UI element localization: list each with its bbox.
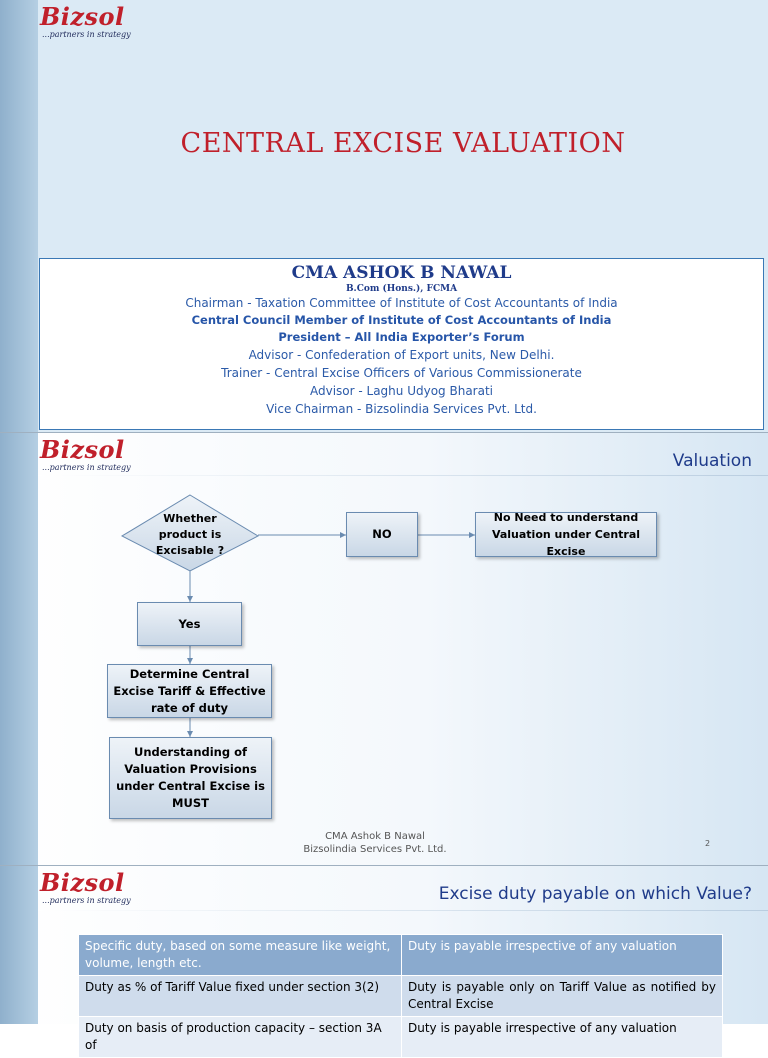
slide-left-bar [0, 866, 38, 1024]
table-cell: Duty as % of Tariff Value fixed under section 3(2) [79, 976, 402, 1017]
flow-no-result-box: No Need to understand Valuation under Central Excise [475, 512, 657, 557]
bizsol-logo [40, 4, 150, 50]
title-slide [0, 0, 768, 432]
author-role: Chairman - Taxation Committee of Institute of Cost Accountants of India [185, 296, 618, 310]
table-cell: Duty is payable irrespective of any valuation [402, 1017, 723, 1058]
logo-name: Bizsol [40, 435, 125, 464]
footer-author: CMA Ashok B Nawal [325, 831, 425, 842]
page-number: 2 [704, 839, 711, 848]
table-row [79, 1017, 723, 1058]
flow-valuation-must-box: Understanding of Valuation Provisions under Central Excise is MUST [109, 737, 272, 819]
author-role: Vice Chairman - Bizsolindia Services Pvt. Ltd. [266, 402, 537, 416]
logo-tagline: ...partners in strategy [42, 30, 131, 39]
heading-underline [38, 910, 768, 911]
slide-left-bar [0, 0, 38, 432]
flow-no-box: NO [346, 512, 418, 557]
author-role: President – All India Exporter’s Forum [278, 330, 525, 344]
table-row [79, 935, 723, 976]
slide-heading: Valuation [672, 451, 752, 471]
valuation-flowchart-slide [0, 433, 768, 865]
author-role: Advisor - Confederation of Export units, New Delhi. [248, 348, 555, 362]
author-role: Trainer - Central Excise Officers of Various Commissionerate [221, 366, 582, 380]
logo-name: Bizsol [40, 868, 125, 897]
table-cell: Duty is payable irrespective of any valuation [402, 935, 723, 976]
slide-footer [280, 830, 470, 856]
author-role: Advisor - Laghu Udyog Bharati [309, 384, 493, 398]
table-cell: Duty on basis of production capacity – section 3A of [79, 1017, 402, 1058]
table-cell: Specific duty, based on some measure like weight, volume, length etc. [79, 935, 402, 976]
author-qualifications: B.Com (Hons.), FCMA [345, 284, 458, 294]
duty-basis-table [78, 934, 723, 1058]
flow-determine-tariff-box: Determine Central Excise Tariff & Effective rate of duty [107, 664, 272, 718]
flow-decision-text: Whether product is Excisable ? [155, 512, 225, 557]
author-role: Central Council Member of Institute of Cost Accountants of India [191, 313, 612, 327]
table-cell: Duty is payable only on Tariff Value as notified by Central Excise [402, 976, 723, 1017]
logo-name: Bizsol [40, 2, 125, 31]
logo-tagline: ...partners in strategy [42, 896, 131, 905]
duty-value-slide [0, 866, 768, 1052]
footer-company: Bizsolindia Services Pvt. Ltd. [303, 844, 447, 855]
flow-yes-box: Yes [137, 602, 242, 646]
logo-tagline: ...partners in strategy [42, 463, 131, 472]
table-row [79, 976, 723, 1017]
author-name: CMA ASHOK B NAWAL [291, 263, 512, 283]
slide-heading: Excise duty payable on which Value? [438, 884, 752, 904]
presentation-title: CENTRAL EXCISE VALUATION [180, 128, 626, 159]
author-info-box [39, 258, 764, 430]
